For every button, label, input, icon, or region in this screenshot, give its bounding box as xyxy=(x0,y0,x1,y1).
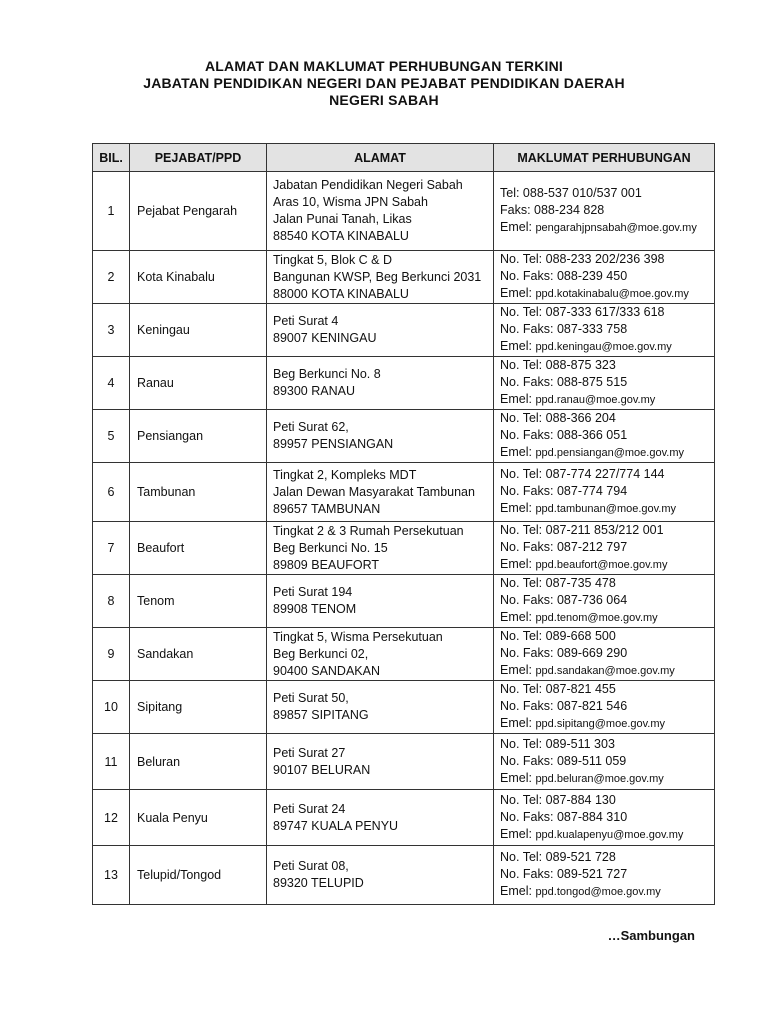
address-line: Peti Surat 24 xyxy=(273,801,346,816)
email-label: Emel: xyxy=(500,770,532,785)
email-label: Emel: xyxy=(500,339,532,353)
row-number: 12 xyxy=(93,790,130,846)
table-row xyxy=(93,734,715,790)
email-line xyxy=(500,826,714,844)
office-name: Ranau xyxy=(130,357,267,410)
continuation-note: …Sambungan xyxy=(607,928,695,943)
email-address[interactable]: ppd.tambunan@moe.gov.my xyxy=(535,503,677,515)
title-line-3: NEGERI SABAH xyxy=(329,92,439,108)
email-address[interactable]: ppd.sandakan@moe.gov.my xyxy=(535,665,675,677)
address-line: 89657 TAMBUNAN xyxy=(273,501,381,516)
fax-number: No. Faks: 087-774 794 xyxy=(500,484,628,498)
email-address[interactable]: ppd.sipitang@moe.gov.my xyxy=(535,718,666,730)
email-label: Emel: xyxy=(500,286,532,300)
address-line: Jalan Dewan Masyarakat Tambunan xyxy=(273,484,475,499)
phone-number: No. Tel: 089-511 303 xyxy=(500,736,615,751)
address-cell xyxy=(267,304,494,357)
phone-number: Tel: 088-537 010/537 001 xyxy=(500,186,642,200)
phone-number: No. Tel: 088-233 202/236 398 xyxy=(500,252,665,266)
address-line: Beg Berkunci No. 8 xyxy=(273,367,381,381)
table-row xyxy=(93,846,715,905)
phone-number: No. Tel: 087-774 227/774 144 xyxy=(500,467,665,481)
table-row xyxy=(93,522,715,575)
fax-number: No. Faks: 087-736 064 xyxy=(500,593,628,607)
address-line: Peti Surat 4 xyxy=(273,314,339,328)
contact-cell xyxy=(494,790,715,846)
address-cell xyxy=(267,522,494,575)
address-line: Tingkat 2, Kompleks MDT xyxy=(273,467,417,482)
email-label: Emel: xyxy=(500,826,532,841)
email-label: Emel: xyxy=(500,610,532,624)
row-number: 11 xyxy=(93,734,130,790)
contact-cell xyxy=(494,575,715,628)
fax-number: No. Faks: 087-212 797 xyxy=(500,540,628,554)
email-line xyxy=(500,556,714,574)
phone-number: No. Tel: 087-821 455 xyxy=(500,682,616,696)
table-row xyxy=(93,628,715,681)
address-cell xyxy=(267,463,494,522)
table-row xyxy=(93,575,715,628)
email-line xyxy=(500,285,714,303)
address-line: 89300 RANAU xyxy=(273,384,355,398)
office-name: Beaufort xyxy=(130,522,267,575)
address-line: Bangunan KWSP, Beg Berkunci 2031 xyxy=(273,269,482,284)
email-label: Emel: xyxy=(500,392,532,406)
email-label: Emel: xyxy=(500,445,532,459)
address-line: 90400 SANDAKAN xyxy=(273,663,381,678)
office-name: Sipitang xyxy=(130,681,267,734)
row-number: 9 xyxy=(93,628,130,681)
table-row xyxy=(93,790,715,846)
email-line xyxy=(500,391,714,409)
fax-number: No. Faks: 089-511 059 xyxy=(500,753,627,768)
fax-number: No. Faks: 088-875 515 xyxy=(500,375,628,389)
address-line: 89747 KUALA PENYU xyxy=(273,818,399,833)
contact-cell xyxy=(494,681,715,734)
fax-number: No. Faks: 089-521 727 xyxy=(500,867,628,881)
address-line: Jalan Punai Tanah, Likas xyxy=(273,212,412,226)
email-address[interactable]: ppd.kualapenyu@moe.gov.my xyxy=(535,828,684,841)
address-line: Peti Surat 62, xyxy=(273,420,349,434)
email-address[interactable]: pengarahjpnsabah@moe.gov.my xyxy=(535,222,697,234)
address-line: Tingkat 2 & 3 Rumah Persekutuan xyxy=(273,523,464,538)
address-line: Peti Surat 08, xyxy=(273,859,349,873)
office-name: Kuala Penyu xyxy=(130,790,267,846)
office-name: Sandakan xyxy=(130,628,267,681)
address-cell xyxy=(267,681,494,734)
address-line: 89957 PENSIANGAN xyxy=(273,437,394,451)
email-label: Emel: xyxy=(500,884,532,898)
address-line: Peti Surat 27 xyxy=(273,745,346,760)
address-cell xyxy=(267,575,494,628)
address-line: Peti Surat 50, xyxy=(273,691,349,705)
contact-cell xyxy=(494,463,715,522)
contact-cell xyxy=(494,628,715,681)
header-bil: BIL. xyxy=(93,144,130,172)
row-number: 4 xyxy=(93,357,130,410)
fax-number: No. Faks: 087-884 310 xyxy=(500,809,628,824)
table-header-row xyxy=(93,144,715,172)
email-address[interactable]: ppd.pensiangan@moe.gov.my xyxy=(535,447,684,459)
email-line xyxy=(500,338,714,356)
phone-number: No. Tel: 087-211 853/212 001 xyxy=(500,523,664,537)
office-name: Telupid/Tongod xyxy=(130,846,267,905)
address-line: 89857 SIPITANG xyxy=(273,708,369,722)
table-row xyxy=(93,251,715,304)
address-line: 89809 BEAUFORT xyxy=(273,557,380,572)
phone-number: No. Tel: 088-366 204 xyxy=(500,411,616,425)
table-row xyxy=(93,681,715,734)
fax-number: No. Faks: 089-669 290 xyxy=(500,646,628,660)
email-line xyxy=(500,609,714,627)
row-number: 6 xyxy=(93,463,130,522)
row-number: 1 xyxy=(93,172,130,251)
email-label: Emel: xyxy=(500,663,532,677)
header-alamat: ALAMAT xyxy=(267,144,494,172)
email-label: Emel: xyxy=(500,501,532,515)
address-cell xyxy=(267,251,494,304)
office-name: Pejabat Pengarah xyxy=(130,172,267,251)
title-line-2: JABATAN PENDIDIKAN NEGERI DAN PEJABAT PENDIDIKAN DAERAH xyxy=(143,75,625,91)
address-line: Peti Surat 194 xyxy=(273,585,353,599)
address-cell xyxy=(267,734,494,790)
contact-cell xyxy=(494,251,715,304)
address-line: 89320 TELUPID xyxy=(273,876,364,890)
row-number: 3 xyxy=(93,304,130,357)
row-number: 7 xyxy=(93,522,130,575)
email-label: Emel: xyxy=(500,557,532,571)
address-line: Beg Berkunci 02, xyxy=(273,646,369,661)
office-name: Keningau xyxy=(130,304,267,357)
address-line: Beg Berkunci No. 15 xyxy=(273,540,388,555)
fax-number: No. Faks: 088-366 051 xyxy=(500,428,628,442)
address-line: 90107 BELURAN xyxy=(273,762,371,777)
fax-number: No. Faks: 087-333 758 xyxy=(500,322,628,336)
phone-number: No. Tel: 087-735 478 xyxy=(500,576,616,590)
table-row xyxy=(93,410,715,463)
contact-cell xyxy=(494,846,715,905)
address-cell xyxy=(267,357,494,410)
address-line: 88540 KOTA KINABALU xyxy=(273,229,409,243)
address-line: 88000 KOTA KINABALU xyxy=(273,286,409,301)
office-name: Pensiangan xyxy=(130,410,267,463)
phone-number: No. Tel: 089-668 500 xyxy=(500,629,616,643)
phone-number: No. Tel: 087-333 617/333 618 xyxy=(500,305,665,319)
header-pejabat: PEJABAT/PPD xyxy=(130,144,267,172)
address-cell xyxy=(267,846,494,905)
contact-cell xyxy=(494,357,715,410)
contact-table xyxy=(92,143,715,905)
email-address[interactable]: ppd.tongod@moe.gov.my xyxy=(535,886,661,898)
office-name: Beluran xyxy=(130,734,267,790)
email-address[interactable]: ppd.tenom@moe.gov.my xyxy=(535,612,658,624)
email-label: Emel: xyxy=(500,716,532,730)
office-name: Kota Kinabalu xyxy=(130,251,267,304)
row-number: 10 xyxy=(93,681,130,734)
email-address[interactable]: ppd.ranau@moe.gov.my xyxy=(535,394,656,406)
address-cell xyxy=(267,410,494,463)
contact-cell xyxy=(494,522,715,575)
row-number: 2 xyxy=(93,251,130,304)
phone-number: No. Tel: 087-884 130 xyxy=(500,792,616,807)
document-title xyxy=(0,58,768,109)
title-line-1: ALAMAT DAN MAKLUMAT PERHUBUNGAN TERKINI xyxy=(204,58,564,74)
phone-number: No. Tel: 088-875 323 xyxy=(500,358,616,372)
address-line: Tingkat 5, Wisma Persekutuan xyxy=(273,629,443,644)
row-number: 13 xyxy=(93,846,130,905)
email-label: Emel: xyxy=(500,220,532,234)
email-line xyxy=(500,883,714,901)
address-line: Jabatan Pendidikan Negeri Sabah xyxy=(273,178,463,192)
table-row xyxy=(93,172,715,251)
fax-number: Faks: 088-234 828 xyxy=(500,203,605,217)
email-address[interactable]: ppd.beluran@moe.gov.my xyxy=(535,772,664,785)
contact-cell xyxy=(494,734,715,790)
address-line: 89908 TENOM xyxy=(273,602,357,616)
email-line xyxy=(500,500,714,518)
email-line xyxy=(500,770,714,788)
office-name: Tambunan xyxy=(130,463,267,522)
address-line: Tingkat 5, Blok C & D xyxy=(273,252,393,267)
phone-number: No. Tel: 089-521 728 xyxy=(500,850,616,864)
contact-cell xyxy=(494,304,715,357)
header-maklumat: MAKLUMAT PERHUBUNGAN xyxy=(494,144,715,172)
email-line xyxy=(500,219,714,237)
table-row xyxy=(93,304,715,357)
address-cell xyxy=(267,790,494,846)
contact-cell xyxy=(494,172,715,251)
row-number: 8 xyxy=(93,575,130,628)
fax-number: No. Faks: 088-239 450 xyxy=(500,269,628,283)
address-cell xyxy=(267,172,494,251)
email-address[interactable]: ppd.kotakinabalu@moe.gov.my xyxy=(535,288,689,300)
row-number: 5 xyxy=(93,410,130,463)
table-row xyxy=(93,357,715,410)
address-line: 89007 KENINGAU xyxy=(273,331,377,345)
email-line xyxy=(500,444,714,462)
address-cell xyxy=(267,628,494,681)
email-line xyxy=(500,662,714,680)
address-line: Aras 10, Wisma JPN Sabah xyxy=(273,195,428,209)
table-row xyxy=(93,463,715,522)
fax-number: No. Faks: 087-821 546 xyxy=(500,699,628,713)
email-address[interactable]: ppd.beaufort@moe.gov.my xyxy=(535,559,668,571)
office-name: Tenom xyxy=(130,575,267,628)
email-line xyxy=(500,715,714,733)
email-address[interactable]: ppd.keningau@moe.gov.my xyxy=(535,341,672,353)
contact-cell xyxy=(494,410,715,463)
